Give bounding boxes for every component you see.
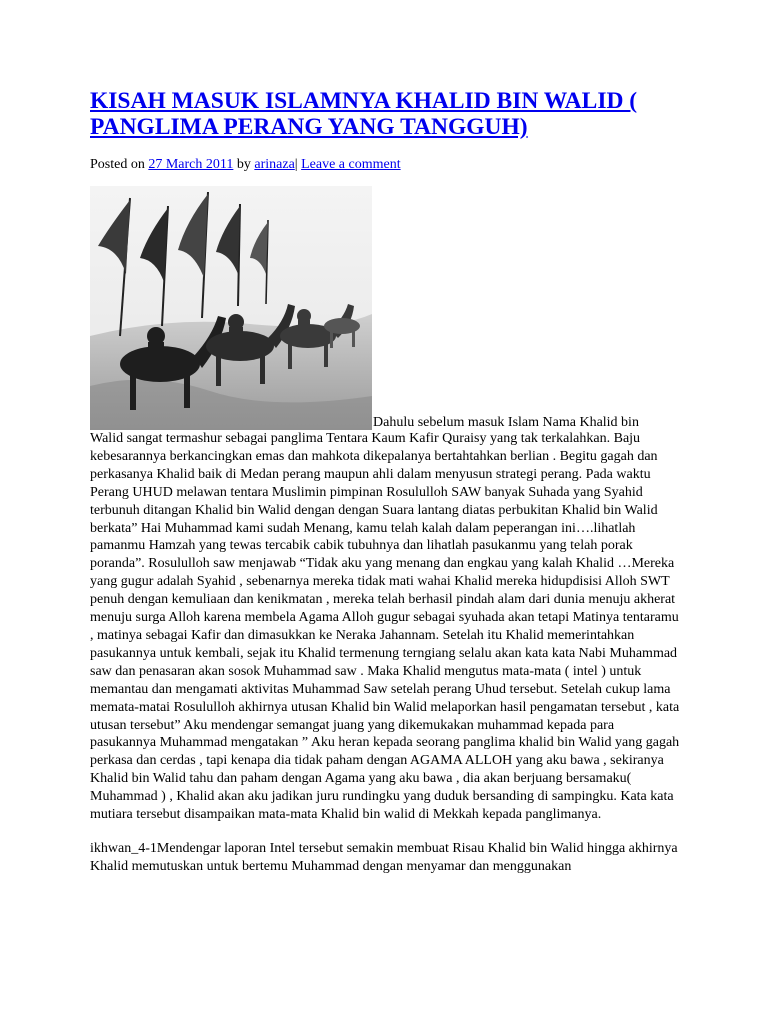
article-photo: [90, 186, 372, 430]
meta-separator: |: [294, 157, 302, 172]
author-link[interactable]: arinaza: [254, 157, 295, 172]
post-meta: [90, 156, 690, 174]
article-title-link[interactable]: KISAH MASUK ISLAMNYA KHALID BIN WALID ( PANGLIMA PERANG YANG TANGGUH): [90, 88, 638, 140]
paragraph-2: ikhwan_4-1Mendengar laporan Intel tersebut semakin membuat Risau Khalid bin Walid hingga akhirnya Khalid memutuskan untuk bertemu Muhammad dengan menyamar dan menggunakan: [90, 840, 678, 874]
by-label: by: [233, 157, 255, 172]
post-date-link[interactable]: 27 March 2011: [148, 157, 234, 172]
leave-comment-link[interactable]: Leave a comment: [301, 157, 401, 172]
article: [90, 88, 690, 876]
paragraph-1: Walid sangat termashur sebagai panglima Tentara Kaum Kafir Quraisy yang tak terkalahkan. Baju kebesarannya berkancingkan emas dan mahkota dikepalanya bertahtahkan berlian . Begitu gagah dan perkasanya Khalid baik di Medan perang maupun ahli dalam menyusun strategi perang. Pada waktu Perang UHUD melawan tentara Muslimin pimpinan Rosululloh SAW banyak Suhada yang Syahid terbunuh ditangan Khalid bin Walid dengan dengan Suara lantang diatas perbukitan Khalid bin Walid berkata” Hai Muhammad kami sudah Menang, kamu telah kalah dalam peperangan ini….lihatlah pamanmu Hamzah yang tewas tercabik cabik tubuhnya dan lihatlah pasukanmu yang telah porak poranda”. Rosululloh saw menjawab “Tidak aku yang menang dan engkau yang kalah Khalid …Mereka yang gugur adalah Syahid , sebenarnya mereka tidak mati wahai Khalid mereka hidupdisisi Alloh SWT penuh dengan kemuliaan dan kenikmatan , mereka telah berhasil pindah alam dari dunia menuju akherat menuju surga Alloh karena membela Agama Alloh gugur sebagai syuhada akan tetapi Matinya tentaramu , matinya sebagai Kafir dan dimasukkan ke Neraka Jahannam. Setelah itu Khalid memerintahkan pasukannya untuk kembali, sejak itu Khalid termenung terngiang selalu akan kata kata Nabi Muhammad saw dan penasaran akan sosok Muhammad saw . Maka Khalid mengutus mata-mata ( intel ) untuk memantau dan mengamati aktivitas Muhammad Saw setelah perang Uhud tersebut. Setelah cukup lama memata-matai Rosululloh akhirnya utusan Khalid bin Walid melaporkan hasil pengamatan tersebut , kata utusan tersebut” Aku mendengar semangat juang yang dikemukakan muhammad kepada para pasukannya Muhammad mengatakan ” Aku heran kepada seorang panglima khalid bin Walid yang gagah perkasa dan cerdas , tapi kenapa dia tidak paham dengan AGAMA ALLOH yang aku bawa , sekiranya Khalid bin Walid tahu dan paham dengan Agama yang aku bawa , dia akan berjuang bersamaku( Muhammad ) , Khalid akan aku jadikan juru rundingku yang duduk bersanding di sampingku. Kata kata mutiara tersebut disampaikan mata-mata Khalid bin walid di Mekkah kepada panglimanya.: [90, 431, 680, 823]
paragraph-1-first-line: Dahulu sebelum masuk Islam Nama Khalid bin: [373, 415, 639, 430]
posted-on-label: Posted on: [90, 157, 149, 172]
photo-row: [90, 186, 690, 430]
caravan-illustration: [90, 186, 372, 430]
